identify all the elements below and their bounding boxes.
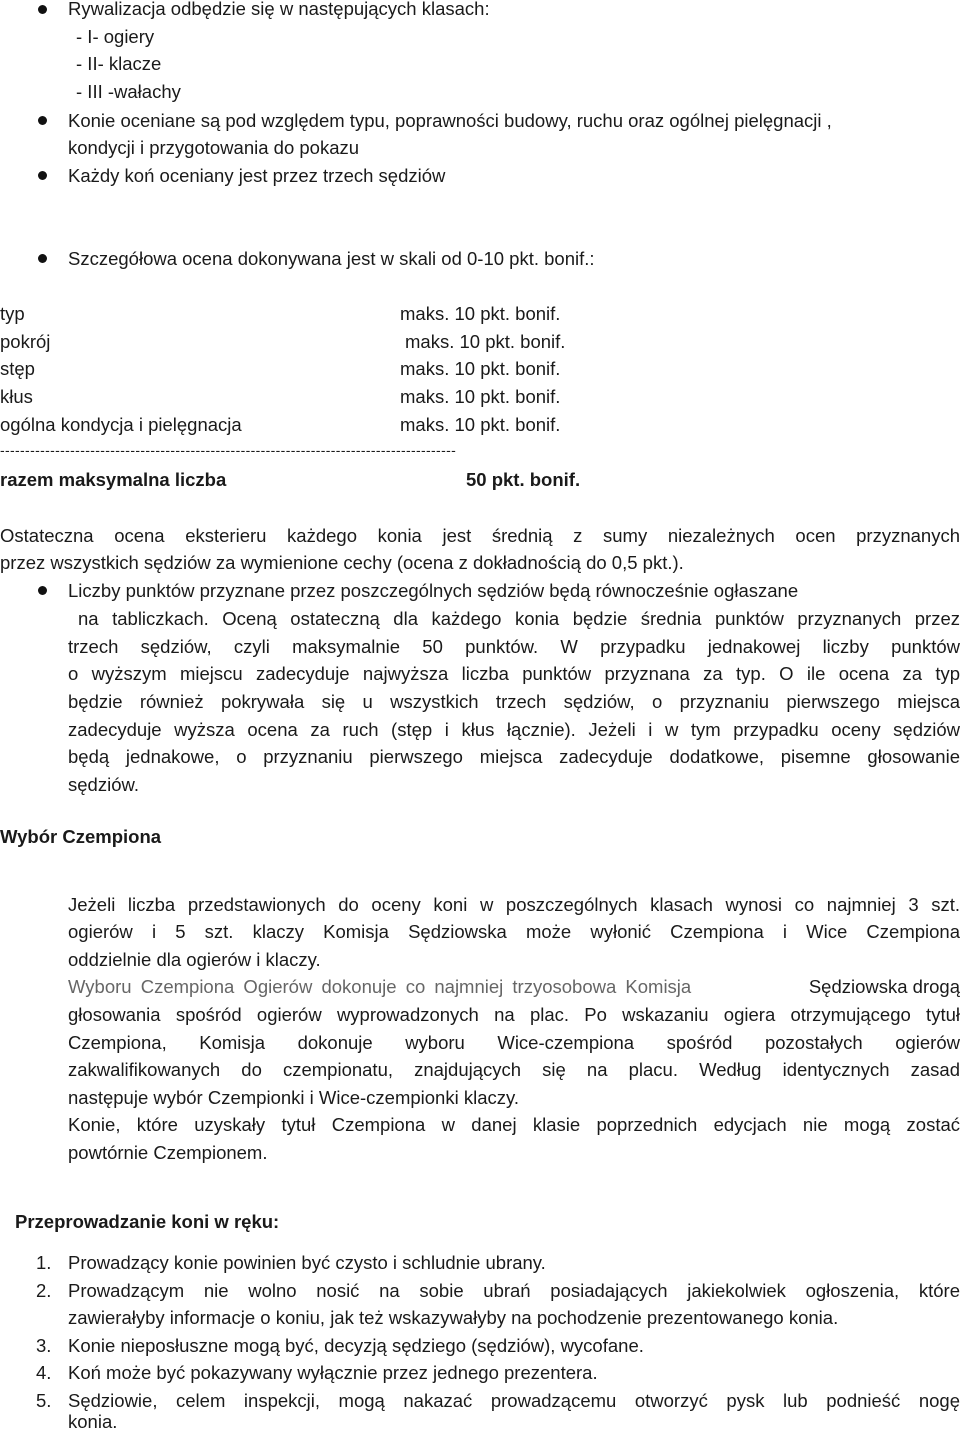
rule-number: 4. — [36, 1362, 52, 1383]
criterion-name: kłus — [0, 386, 33, 407]
judging-criteria-line-2: kondycji i przygotowania do pokazu — [68, 137, 360, 158]
criterion-name: stęp — [0, 358, 35, 379]
criterion-max: maks. 10 pkt. bonif. — [400, 358, 561, 379]
rule-text: Sędziowie, celem inspekcji, mogą nakazać prowadzącemu otworzyć pysk lub podnieść nogę — [68, 1390, 960, 1411]
bullet-dot — [38, 5, 47, 14]
criterion-name: ogólna kondycja i pielęgnacja — [0, 414, 242, 435]
criterion-name: typ — [0, 303, 25, 324]
champion-para1-line: oddzielnie dla ogierów i klaczy. — [68, 949, 321, 970]
total-value: 50 pkt. bonif. — [466, 469, 581, 490]
rule-number: 2. — [36, 1280, 52, 1301]
rule-text: Koń może być pokazywany wyłącznie przez jednego prezentera. — [68, 1362, 598, 1383]
rule-text: Prowadzącym nie wolno nosić na sobie ubrań posiadających jakiekolwiek ogłoszenia, które — [68, 1280, 960, 1301]
judging-criteria-line-1: Konie oceniane są pod względem typu, poprawności budowy, ruchu oraz ogólnej pielęgnacji , — [68, 110, 832, 131]
points-announce-text: Liczby punktów przyznane przez poszczególnych sędziów będą równocześnie ogłaszane — [68, 580, 799, 601]
three-judges-text: Każdy koń oceniany jest przez trzech sędziów — [68, 165, 446, 186]
champion-para2-line: następuje wybór Czempionki i Wice-czempionki klaczy. — [68, 1087, 520, 1108]
final-score-line-1: Ostateczna ocena eksterieru każdego konia jest średnią z sumy niezależnych ocen przyznanych — [0, 525, 960, 546]
final-score-line-2: przez wszystkich sędziów za wymienione cechy (ocena z dokładnością do 0,5 pkt.). — [0, 552, 684, 573]
rule-number: 1. — [36, 1252, 52, 1273]
bullet-dot — [38, 116, 47, 125]
scale-text: Szczegółowa ocena dokonywana jest w skali od 0-10 pkt. bonif.: — [68, 248, 595, 269]
total-label: razem maksymalna liczba — [0, 469, 227, 490]
champion-para1-line: ogierów i 5 szt. klaczy Komisja Sędziowska może wyłonić Czempiona i Wice Czempiona — [68, 921, 960, 942]
champion-para3-line: Konie, które uzyskały tytuł Czempiona w danej klasie poprzednich edycjach nie mogą zostać — [68, 1114, 960, 1135]
criterion-max: maks. 10 pkt. bonif. — [400, 303, 561, 324]
criterion-max: maks. 10 pkt. bonif. — [405, 331, 566, 352]
criterion-max: maks. 10 pkt. bonif. — [400, 386, 561, 407]
bullet-dot — [38, 171, 47, 180]
divider-line: ------------------------------------------------------------------------------------------- — [0, 442, 457, 458]
rule-number: 3. — [36, 1335, 52, 1356]
champion-para2-line: Czempiona, Komisja dokonuje wyboru Wice-czempiona spośród pozostałych ogierów — [68, 1032, 960, 1053]
champion-heading: Wybór Czempiona — [0, 826, 162, 847]
rule-text: Konie nieposłuszne mogą być, decyzją sędziego (sędziów), wycofane. — [68, 1335, 644, 1356]
rule-text: Prowadzący konie powinien być czysto i schludnie ubrany. — [68, 1252, 546, 1273]
stallion-commission-text: Wyboru Czempiona Ogierów dokonuje co najmniej trzyosobowa Komisja — [68, 976, 692, 997]
champion-para3-line: powtórnie Czempionem. — [68, 1142, 268, 1163]
bullet-dot — [38, 586, 47, 595]
classes-intro: Rywalizacja odbędzie się w następujących klasach: — [68, 0, 490, 19]
points-para-line: na tabliczkach. Oceną ostateczną dla każdego konia będzie średnia punktów przyznanych przez — [78, 608, 960, 629]
rule-text: zawierałyby informacje o koniu, jak też wskazywałyby na pochodzenie prezentowanego konia. — [68, 1307, 839, 1328]
rule-text: konia. — [68, 1411, 118, 1432]
criterion-name: pokrój — [0, 331, 51, 352]
handling-heading: Przeprowadzanie koni w ręku: — [15, 1211, 280, 1232]
champion-para1-line: Jeżeli liczba przedstawionych do oceny koni w poszczególnych klasach wynosi co najmniej 3 szt. — [68, 894, 960, 915]
points-para-line: trzech sędziów, czyli maksymalnie 50 punktów. W przypadku jednakowej liczby punktów — [68, 636, 960, 657]
criterion-max: maks. 10 pkt. bonif. — [400, 414, 561, 435]
class-item-stallions: - I- ogiery — [76, 26, 155, 47]
points-para-line: o wyższym miejscu zadecyduje najwyższa liczba punktów przyznana za typ. O ile ocena za typ — [68, 663, 960, 684]
points-para-line: sędziów. — [68, 774, 139, 795]
champion-para2-line: głosowania spośród ogierów wyprowadzonych na plac. Po wskazaniu ogiera otrzymującego tytuł — [68, 1004, 960, 1025]
champion-para2-first-line — [68, 973, 960, 1001]
bullet-dot — [38, 254, 47, 263]
rule-number: 5. — [36, 1390, 52, 1411]
champion-para2-first-rest: Sędziowska drogą — [808, 976, 960, 997]
points-para-line: będą jednakowe, o przyznaniu pierwszego miejsca zadecyduje dodatkowe, pisemne głosowanie — [68, 746, 960, 767]
class-item-mares: - II- klacze — [76, 53, 162, 74]
class-item-geldings: - III -wałachy — [76, 81, 181, 102]
champion-para2-line: zakwalifikowanych do czempionatu, znajdujących się na placu. Według identycznych zasad — [68, 1059, 960, 1080]
points-para-line: zadecyduje wyższa ocena za ruch (stęp i kłus łącznie). Jeżeli i w tym przypadku oceny sędziów — [68, 719, 960, 740]
points-para-line: będzie również pokrywała się u wszystkich trzech sędziów, o przyznaniu pierwszego miejsca — [68, 691, 960, 712]
